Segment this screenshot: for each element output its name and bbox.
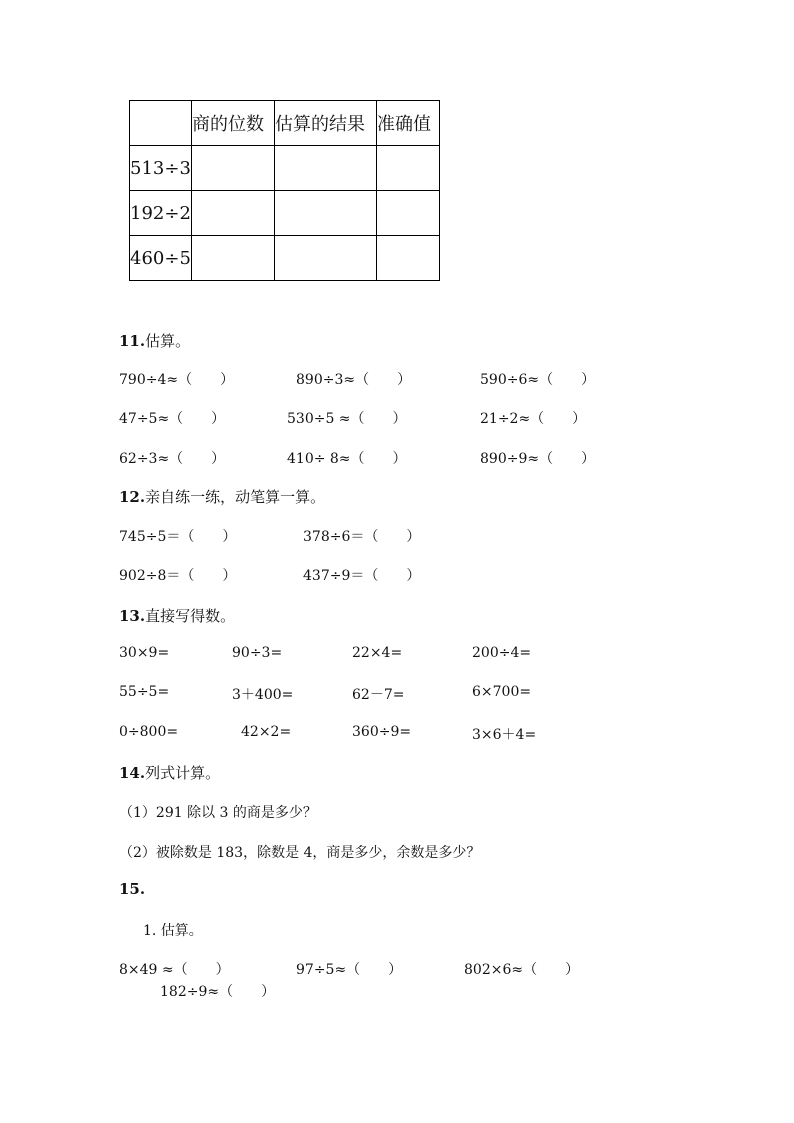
problem-item: 62－7= xyxy=(352,687,405,703)
problem-item: 97÷5≈（ ） xyxy=(296,962,403,978)
table-row xyxy=(130,146,440,191)
problem-item: 530÷5 ≈（ ） xyxy=(287,411,407,427)
problem-item: 790÷4≈（ ） xyxy=(119,372,235,388)
question-title: 列式计算。 xyxy=(145,764,221,782)
question-12-title xyxy=(119,486,325,507)
problem-item: 200÷4= xyxy=(472,645,532,661)
table-header-row xyxy=(130,101,440,146)
problem-item: 3＋400= xyxy=(232,687,294,703)
question-11-title xyxy=(119,330,190,351)
problem-item: 378÷6＝（ ） xyxy=(303,529,421,545)
problem-item: 42×2= xyxy=(241,724,292,740)
sub-question-title: 1. 估算。 xyxy=(143,923,203,939)
problem-item: 590÷6≈（ ） xyxy=(480,372,596,388)
table-header-cell xyxy=(130,101,192,146)
problem-item: 62÷3≈（ ） xyxy=(119,451,226,467)
problem-item: 890÷3≈（ ） xyxy=(296,372,412,388)
table-row xyxy=(130,236,440,281)
problem-item: 182÷9≈（ ） xyxy=(160,984,276,1000)
question-number: 14. xyxy=(119,764,146,782)
problem-item: （1）291 除以 3 的商是多少？ xyxy=(119,805,317,821)
table-cell xyxy=(192,191,275,236)
problem-item: 22×4= xyxy=(352,645,403,661)
question-15-title xyxy=(119,880,145,898)
problem-item: （2）被除数是 183，除数是 4，商是多少，余数是多少？ xyxy=(119,845,481,861)
problem-item: 55÷5= xyxy=(119,684,170,700)
table-header-cell: 准确值 xyxy=(377,101,440,146)
question-title: 直接写得数。 xyxy=(145,607,236,625)
question-13-title xyxy=(119,605,235,626)
table-cell xyxy=(192,146,275,191)
problem-item: 8×49 ≈（ ） xyxy=(119,962,230,978)
table-row xyxy=(130,191,440,236)
question-number: 15. xyxy=(119,880,146,898)
table-cell xyxy=(377,236,440,281)
problem-item: 745÷5＝（ ） xyxy=(119,529,237,545)
table-header-cell: 估算的结果 xyxy=(275,101,377,146)
table-cell xyxy=(275,146,377,191)
question-14-title xyxy=(119,762,220,783)
problem-item: 47÷5≈（ ） xyxy=(119,411,226,427)
problem-item: 30×9= xyxy=(119,645,170,661)
problem-item: 21÷2≈（ ） xyxy=(480,411,587,427)
problem-item: 437÷9＝（ ） xyxy=(303,568,421,584)
problem-item: 360÷9= xyxy=(352,724,412,740)
problem-item: 902÷8＝（ ） xyxy=(119,568,237,584)
table-cell xyxy=(192,236,275,281)
table-cell xyxy=(377,191,440,236)
question-title: 亲自练一练，动笔算一算。 xyxy=(145,488,326,506)
estimation-table xyxy=(129,100,440,281)
question-number: 12. xyxy=(119,488,146,506)
table-cell xyxy=(377,146,440,191)
problem-item: 0÷800= xyxy=(119,724,179,740)
table-header-cell: 商的位数 xyxy=(192,101,275,146)
problem-item: 802×6≈（ ） xyxy=(464,962,580,978)
table-cell: 513÷3 xyxy=(130,146,192,191)
problem-item: 3×6＋4= xyxy=(472,727,537,743)
table-cell xyxy=(275,191,377,236)
question-title: 估算。 xyxy=(145,332,191,350)
table-cell xyxy=(275,236,377,281)
table-cell: 460÷5 xyxy=(130,236,192,281)
table-cell: 192÷2 xyxy=(130,191,192,236)
problem-item: 410÷ 8≈（ ） xyxy=(287,451,407,467)
problem-item: 90÷3= xyxy=(232,645,283,661)
problem-item: 890÷9≈（ ） xyxy=(480,451,596,467)
question-number: 13. xyxy=(119,607,146,625)
question-number: 11. xyxy=(119,332,146,350)
problem-item: 6×700= xyxy=(472,684,532,700)
